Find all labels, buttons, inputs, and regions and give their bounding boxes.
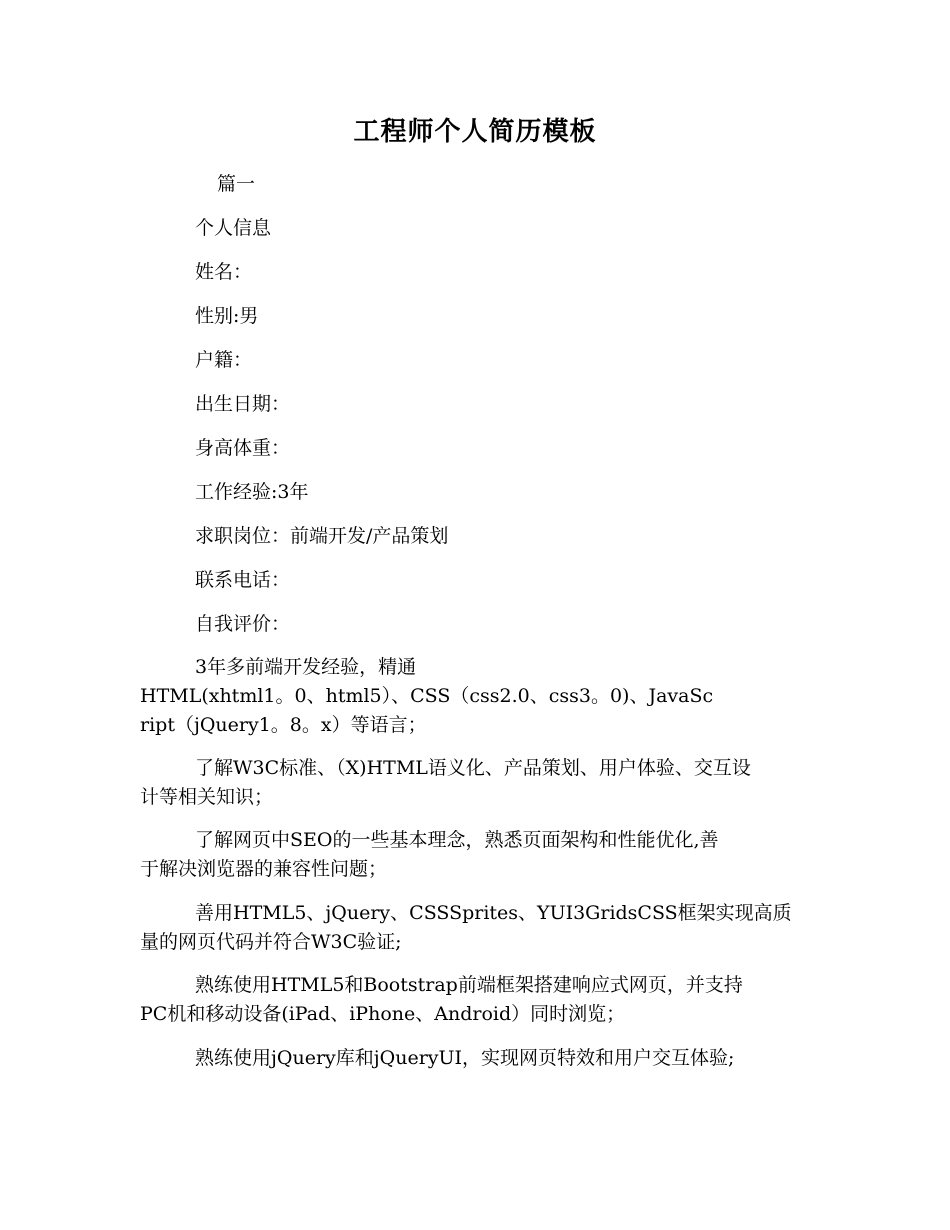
paragraph-line: ript（jQuery1。8。x）等语言； bbox=[140, 714, 427, 736]
paragraph-w3c-knowledge bbox=[140, 754, 820, 812]
field-job-position: 求职岗位：前端开发/产品策划 bbox=[195, 525, 449, 547]
paragraph-line: 善用HTML5、jQuery、CSSSprites、YUI3GridsCSS框架实现高质 bbox=[195, 902, 792, 924]
paragraph-line: HTML(xhtml1。0、html5）、CSS（css2.0、css3。0)、JavaSc bbox=[140, 685, 714, 707]
paragraph-experience bbox=[140, 653, 820, 740]
field-hometown: 户籍： bbox=[195, 349, 253, 371]
paragraph-line: 量的网页代码并符合W3C验证; bbox=[140, 931, 402, 953]
paragraph-line: PC机和移动设备(iPad、iPhone、Android）同时浏览； bbox=[140, 1003, 626, 1025]
field-height-weight: 身高体重： bbox=[195, 437, 291, 459]
paragraph-seo bbox=[140, 826, 820, 884]
paragraph-line: 3年多前端开发经验，精通 bbox=[195, 656, 417, 678]
paragraph-html5-jquery bbox=[140, 899, 820, 957]
paragraph-line: 计等相关知识； bbox=[140, 786, 274, 808]
paragraph-line: 熟练使用jQuery库和jQueryUI，实现网页特效和用户交互体验; bbox=[195, 1047, 735, 1069]
paragraph-bootstrap bbox=[140, 971, 820, 1029]
field-name: 姓名： bbox=[195, 261, 253, 283]
field-gender: 性别:男 bbox=[195, 305, 259, 327]
paragraph-line: 了解网页中SEO的一些基本理念，熟悉页面架构和性能优化,善 bbox=[195, 829, 719, 851]
field-self-evaluation: 自我评价： bbox=[195, 613, 291, 635]
field-work-experience: 工作经验:3年 bbox=[195, 481, 309, 503]
field-phone: 联系电话： bbox=[195, 569, 291, 591]
field-birth-date: 出生日期： bbox=[195, 393, 291, 415]
paragraph-line: 熟练使用HTML5和Bootstrap前端框架搭建响应式网页，并支持 bbox=[195, 974, 743, 996]
paragraph-line: 了解W3C标准、（X)HTML语义化、产品策划、用户体验、交互设 bbox=[195, 757, 751, 779]
info-heading: 个人信息 bbox=[195, 217, 272, 239]
paragraph-jquery-ui bbox=[140, 1044, 820, 1073]
paragraph-line: 于解决浏览器的兼容性问题； bbox=[140, 858, 388, 880]
page-title: 工程师个人简历模板 bbox=[353, 117, 597, 147]
section-label: 篇一 bbox=[217, 173, 256, 195]
